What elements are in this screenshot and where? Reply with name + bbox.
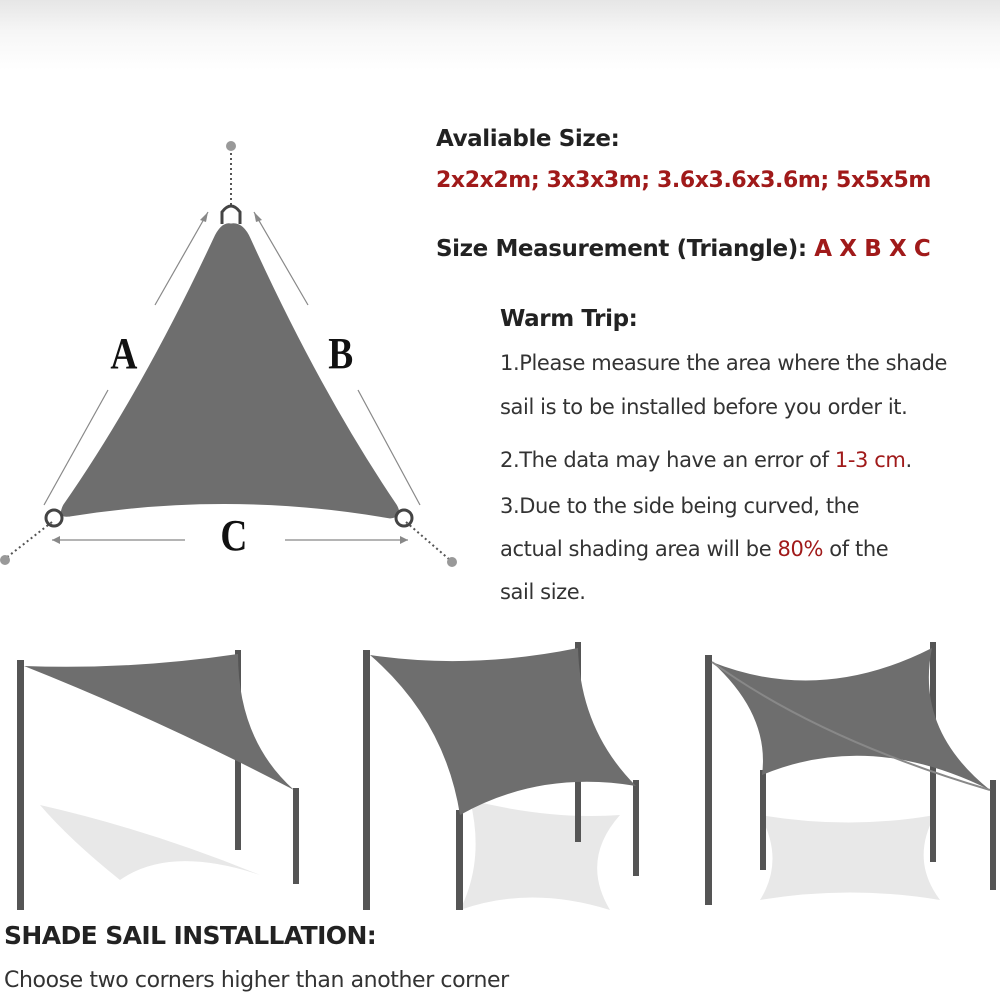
- tip-3-suffix: of the: [823, 537, 889, 561]
- scene-2-pole-left: [363, 650, 370, 910]
- right-anchor-point: [447, 557, 457, 567]
- measurement-heading: Size Measurement (Triangle):: [436, 236, 807, 262]
- scene-2-drawing: [350, 630, 650, 920]
- size-heading: Avaliable Size:: [436, 126, 620, 152]
- scene-3-sail: [712, 648, 990, 790]
- tip-2-highlight: 1-3 cm: [834, 448, 906, 472]
- scene-1-shadow: [40, 805, 260, 880]
- tip-1-line-2: sail is to be installed before you order it.: [500, 395, 908, 419]
- tip-2-prefix: 2.The data may have an error of: [500, 448, 835, 472]
- measurement-value: A X B X C: [814, 236, 931, 262]
- scene-2-pole-right: [633, 780, 639, 876]
- scene-1-pole-left: [17, 660, 24, 910]
- arrowhead-b-top: [254, 212, 262, 222]
- tip-2: [500, 448, 912, 472]
- top-anchor-point: [226, 141, 236, 151]
- scene-3-drawing: [700, 630, 1000, 920]
- measurement-line: [436, 236, 930, 262]
- arrowhead-c-left: [52, 536, 60, 544]
- scene-3-pole-right: [990, 780, 996, 890]
- triangle-diagram: [0, 120, 470, 590]
- dimension-label-b: B: [328, 329, 354, 378]
- tip-2-suffix: .: [905, 448, 912, 472]
- scene-2-shadow: [460, 800, 620, 910]
- dimension-label-a: A: [110, 329, 138, 378]
- tip-1-line-1: 1.Please measure the area where the shade: [500, 351, 948, 375]
- scene-1-drawing: [0, 630, 300, 920]
- right-rope: [406, 522, 450, 560]
- scene-2-sail: [370, 648, 636, 815]
- scene-3-pole-left: [705, 655, 712, 905]
- installation-title: SHADE SAIL INSTALLATION:: [4, 921, 377, 950]
- arrowhead-a-top: [200, 212, 208, 222]
- scene-3-shadow: [760, 815, 940, 900]
- tip-3-line-1: 3.Due to the side being curved, the: [500, 494, 860, 518]
- scene-1-pole-right: [293, 788, 299, 884]
- scene-3-pole-mid: [760, 770, 766, 870]
- left-ring: [46, 510, 62, 526]
- left-rope: [6, 522, 52, 558]
- installation-scene-2: [350, 630, 650, 920]
- tip-3-line-2: [500, 537, 888, 561]
- size-values: 2x2x2m; 3x3x3m; 3.6x3.6x3.6m; 5x5x5m: [436, 168, 931, 193]
- tip-3-highlight: 80%: [777, 537, 824, 561]
- installation-text: Choose two corners higher than another corner: [4, 968, 509, 993]
- installation-scene-1: [0, 630, 300, 920]
- scene-2-pole-front: [456, 810, 463, 910]
- installation-scene-3: [700, 630, 1000, 920]
- tips-heading: Warm Trip:: [500, 306, 638, 332]
- tip-3-line-3: sail size.: [500, 580, 586, 604]
- arrowhead-c-right: [400, 536, 408, 544]
- scene-1-sail: [24, 654, 294, 790]
- left-anchor-point: [0, 555, 10, 565]
- tip-3-prefix: actual shading area will be: [500, 537, 778, 561]
- top-shadow-band: [0, 0, 1000, 70]
- dimension-label-c: C: [220, 511, 248, 560]
